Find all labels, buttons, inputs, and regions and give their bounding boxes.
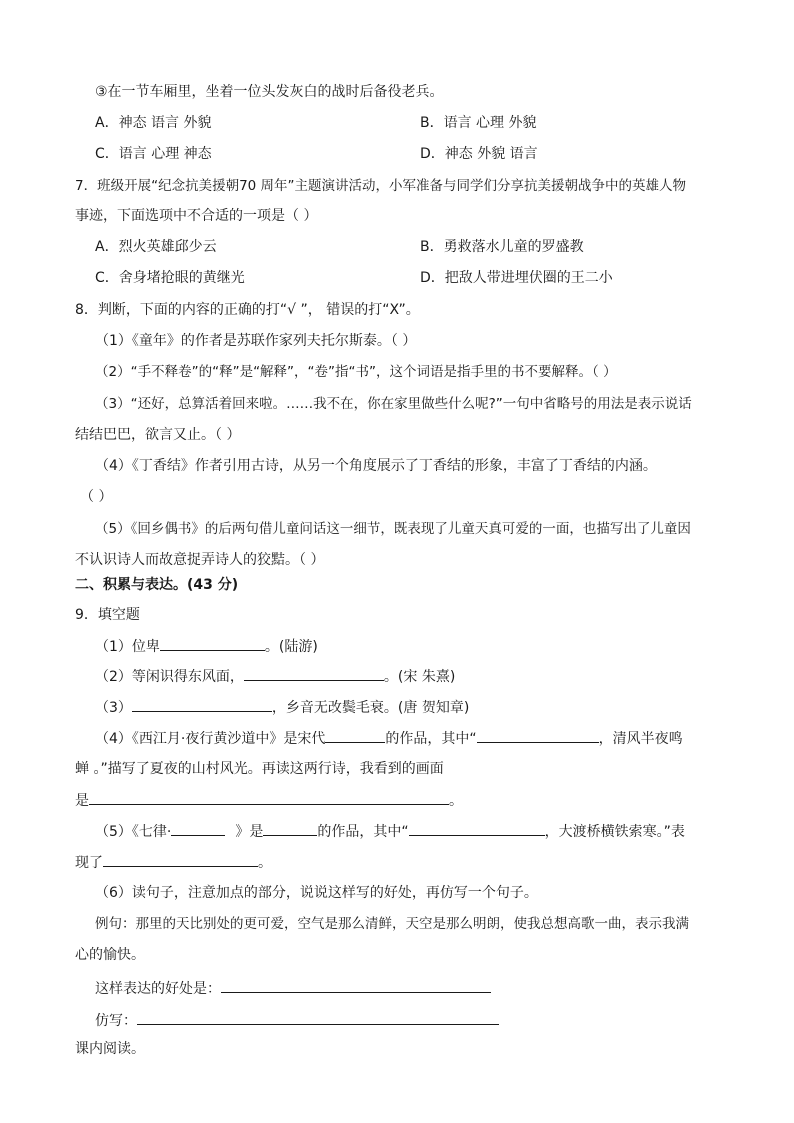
q9-fill-1-source: 。(陆游) (264, 639, 318, 655)
q9-fill-5-text-a: （5）《七律· (95, 824, 172, 840)
imitate-label: 仿写： (95, 1013, 137, 1029)
q9-fill-2-text: （2）等闲识得东风面， (95, 669, 244, 685)
answer-blank[interactable] (477, 728, 599, 743)
answer-blank[interactable] (244, 666, 384, 681)
q6-option-c: C．语言 心理 神态 (95, 146, 212, 162)
q8-statement-3-line2: 结结巴巴，欲言又止。（ ） (75, 427, 241, 443)
example-sentence-line2: 心的愉快。 (75, 947, 145, 963)
q8-stem: 8．判断，下面的内容的正确的打“√ ”， 错误的打“X”。 (75, 302, 420, 318)
q6-option-b: B．语言 心理 外貌 (420, 115, 537, 131)
imitate-answer-line[interactable] (137, 1010, 499, 1025)
q9-fill-1 (95, 636, 318, 656)
answer-blank[interactable] (89, 790, 449, 805)
q9-fill-4-text-e: 是 (75, 793, 89, 809)
answer-blank[interactable] (160, 636, 265, 651)
q9-fill-2 (95, 666, 455, 686)
q9-fill-5-text-d: ，大渡桥横铁索寒。”表 (544, 824, 685, 840)
q7-option-a: A．烈火英雄邱少云 (95, 239, 217, 255)
in-class-reading-label: 课内阅读。 (75, 1041, 145, 1057)
benefit-label: 这样表达的好处是： (95, 981, 221, 997)
q8-statement-4-line1: （4）《丁香结》作者引用古诗，从另一个角度展示了丁香结的形象，丰富了丁香结的内涵。 (95, 458, 657, 474)
q9-fill-4-text-f: 。 (449, 793, 463, 809)
q8-statement-4-line2: （ ） (80, 489, 113, 505)
imitate-row (95, 1010, 499, 1030)
example-sentence-line1: 例句：那里的天比别处的更可爱，空气是那么清鲜，天空是那么明朗，使我总想高歌一曲，表示我满 (95, 916, 689, 932)
q9-fill-2-source: 。(宋 朱熹) (383, 669, 456, 685)
q7-option-c: C．舍身堵抢眼的黄继光 (95, 270, 245, 286)
q9-fill-1-text: （1）位卑 (95, 639, 160, 655)
q9-fill-5-text-e: 现了 (75, 855, 103, 871)
q6-option-a: A．神态 语言 外貌 (95, 115, 212, 131)
q7-stem-line2: 事迹，下面选项中不合适的一项是（ ） (75, 208, 318, 224)
q9-fill-5-text-b: 》是 (235, 824, 264, 840)
q8-statement-3-line1: （3）“还好，总算活着回来啦。……我不在，你在家里做些什么呢?”一句中省略号的用法是表示说话 (95, 396, 692, 412)
q9-fill-4-line1 (95, 728, 683, 748)
q7-option-b: B．勇救落水儿童的罗盛教 (420, 239, 584, 255)
q8-statement-1: （1）《童年》的作者是苏联作家列夫托尔斯泰。（ ） (95, 333, 417, 349)
answer-blank[interactable] (263, 821, 317, 836)
benefit-answer-line[interactable] (221, 978, 491, 993)
answer-blank[interactable] (325, 728, 385, 743)
q7-stem-line1: 7．班级开展“纪念抗美援朝70 周年”主题演讲活动，小军准备与同学们分享抗美援朝战争中的英雄人物 (75, 178, 687, 194)
q9-fill-5-line2 (75, 852, 272, 872)
q9-fill-5-line1 (95, 821, 685, 841)
q9-fill-3-text: ，乡音无改鬓毛衰。(唐 贺知章) (271, 700, 470, 716)
answer-blank[interactable] (171, 821, 225, 836)
benefit-row (95, 978, 491, 998)
q9-fill-3 (95, 697, 469, 717)
q9-stem: 9．填空题 (75, 607, 140, 623)
q9-fill-4-line2: 蝉 。”描写了夏夜的山村风光。再读这两行诗，我看到的画面 (75, 761, 444, 777)
answer-blank[interactable] (103, 852, 258, 867)
q6-option-d: D．神态 外貌 语言 (420, 146, 538, 162)
q9-fill-6: （6）读句子，注意加点的部分，说说这样写的好处，再仿写一个句子。 (95, 885, 538, 901)
section-2-title: 二、积累与表达。(43 分) (75, 577, 239, 593)
q8-statement-2: （2）“手不释卷”的“释”是“解释”，“卷”指“书”，这个词语是指手里的书不要解释。（ ） (95, 364, 617, 380)
answer-blank[interactable] (409, 821, 545, 836)
q9-fill-5-text-f: 。 (258, 855, 272, 871)
q9-fill-3-num: （3） (95, 700, 132, 716)
q8-statement-5-line2: 不认识诗人而故意捉弄诗人的狡黠。（ ） (75, 552, 325, 568)
q9-fill-4-text-b: 的作品，其中“ (385, 731, 477, 747)
q9-fill-5-text-c: 的作品，其中“ (317, 824, 409, 840)
q7-option-d: D．把敌人带进埋伏圈的王二小 (420, 270, 613, 286)
q6-item-3: ③在一节车厢里，坐着一位头发灰白的战时后备役老兵。 (95, 84, 444, 100)
answer-blank[interactable] (132, 697, 272, 712)
q9-fill-4-text-c: ，清风半夜鸣 (598, 731, 683, 747)
q9-fill-4-line3 (75, 790, 463, 810)
q9-fill-4-text-a: （4）《西江月·夜行黄沙道中》是宋代 (95, 731, 326, 747)
q8-statement-5-line1: （5）《回乡偶书》的后两句借儿童问话这一细节，既表现了儿童天真可爱的一面，也描写出了儿童因 (95, 521, 691, 537)
